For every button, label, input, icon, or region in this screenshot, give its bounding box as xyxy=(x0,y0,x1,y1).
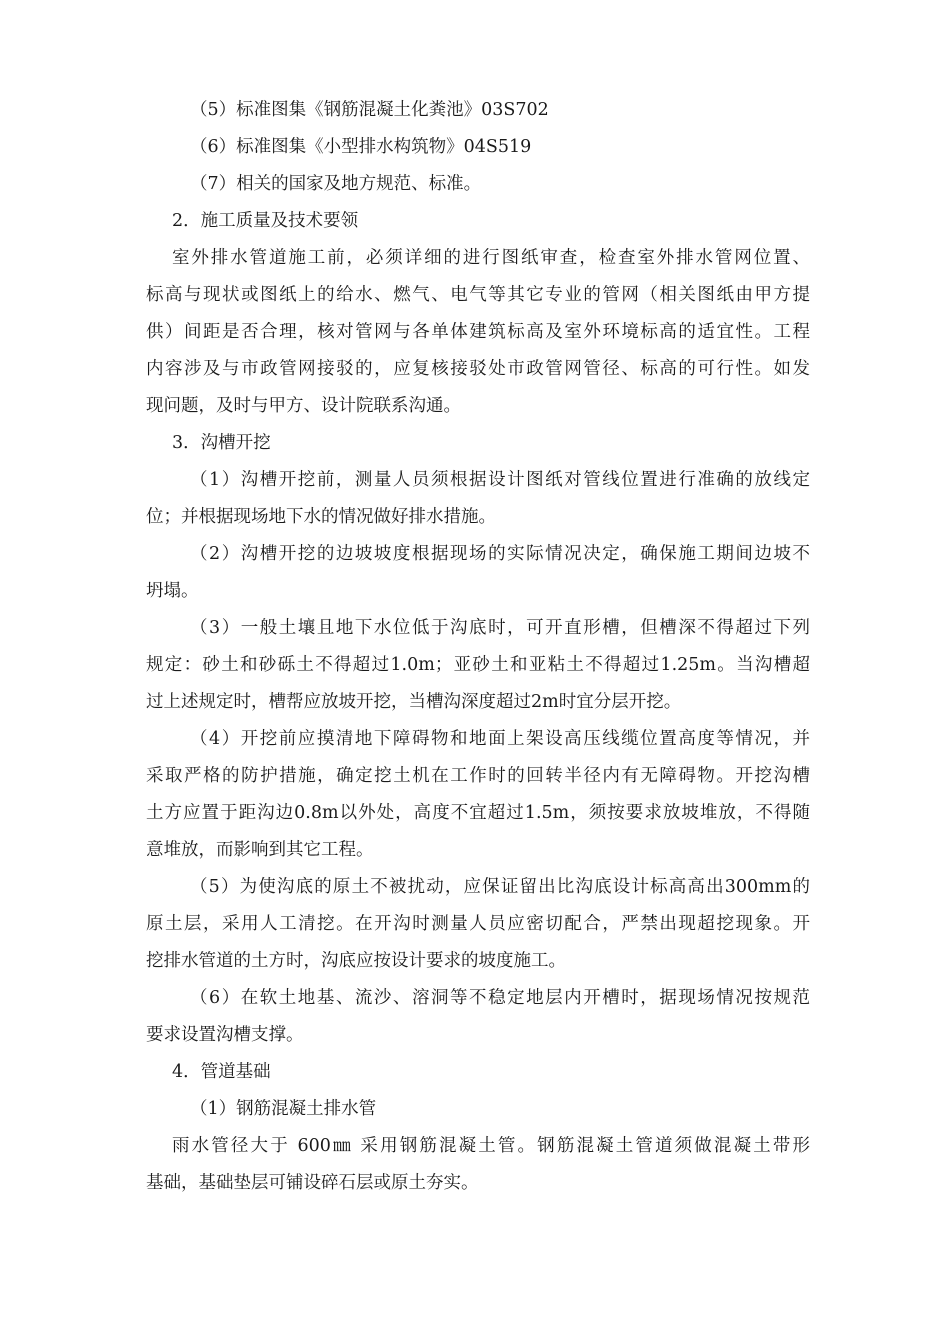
paragraph-line: 位；并根据现场地下水的情况做好排水措施。 xyxy=(146,507,496,527)
paragraph-line: 规定：砂土和砂砾土不得超过1.0m；亚砂土和亚粘土不得超过1.25m。当沟槽超 xyxy=(146,655,810,675)
paragraph-line: 过上述规定时，槽帮应放坡开挖，当槽沟深度超过2m时宜分层开挖。 xyxy=(146,692,682,712)
paragraph-line: （6）在软土地基、流沙、溶洞等不稳定地层内开槽时，据现场情况按规范 xyxy=(190,988,810,1008)
paragraph-line: 意堆放，而影响到其它工程。 xyxy=(146,840,374,860)
paragraph-line: 原土层，采用人工清挖。在开沟时测量人员应密切配合，严禁出现超挖现象。开 xyxy=(146,914,810,934)
reference-item-7: （7）相关的国家及地方规范、标准。 xyxy=(190,174,482,194)
paragraph-line: （1）沟槽开挖前，测量人员须根据设计图纸对管线位置进行准确的放线定 xyxy=(190,470,810,490)
paragraph-line: 标高与现状或图纸上的给水、燃气、电气等其它专业的管网（相关图纸由甲方提 xyxy=(146,285,810,305)
paragraph-line: （5）为使沟底的原土不被扰动，应保证留出比沟底设计标高高出300mm的 xyxy=(190,877,810,897)
paragraph-line: 现问题，及时与甲方、设计院联系沟通。 xyxy=(146,396,461,416)
paragraph-line: 采取严格的防护措施，确定挖土机在工作时的回转半径内有无障碍物。开挖沟槽 xyxy=(146,766,810,786)
subsection-heading: （1）钢筋混凝土排水管 xyxy=(190,1099,377,1119)
paragraph-line: 要求设置沟槽支撑。 xyxy=(146,1025,304,1045)
reference-item-6: （6）标准图集《小型排水构筑物》04S519 xyxy=(190,137,532,157)
paragraph-line: （3）一般土壤且地下水位低于沟底时，可开直形槽，但槽深不得超过下列 xyxy=(190,618,810,638)
paragraph-line: 室外排水管道施工前，必须详细的进行图纸审查，检查室外排水管网位置、 xyxy=(172,248,810,268)
section-heading-4: 4．管道基础 xyxy=(172,1062,271,1082)
reference-item-5: （5）标准图集《钢筋混凝土化粪池》03S702 xyxy=(190,100,549,120)
paragraph-line: （4）开挖前应摸清地下障碍物和地面上架设高压线缆位置高度等情况，并 xyxy=(190,729,810,749)
paragraph-line: 土方应置于距沟边0.8m以外处，高度不宜超过1.5m，须按要求放坡堆放，不得随 xyxy=(146,803,810,823)
paragraph-line: 供）间距是否合理，核对管网与各单体建筑标高及室外环境标高的适宜性。工程 xyxy=(146,322,810,342)
section-heading-3: 3．沟槽开挖 xyxy=(172,433,271,453)
paragraph-line: 基础，基础垫层可铺设碎石层或原土夯实。 xyxy=(146,1173,479,1193)
paragraph-line: 挖排水管道的土方时，沟底应按设计要求的坡度施工。 xyxy=(146,951,566,971)
paragraph-line: 坍塌。 xyxy=(146,581,199,601)
paragraph-line: （2）沟槽开挖的边坡坡度根据现场的实际情况决定，确保施工期间边坡不 xyxy=(190,544,810,564)
paragraph-line: 内容涉及与市政管网接驳的，应复核接驳处市政管网管径、标高的可行性。如发 xyxy=(146,359,810,379)
document-body xyxy=(146,92,810,1202)
paragraph-line: 雨水管径大于 600㎜ 采用钢筋混凝土管。钢筋混凝土管道须做混凝土带形 xyxy=(172,1136,810,1156)
section-heading-2: 2．施工质量及技术要领 xyxy=(172,211,359,231)
